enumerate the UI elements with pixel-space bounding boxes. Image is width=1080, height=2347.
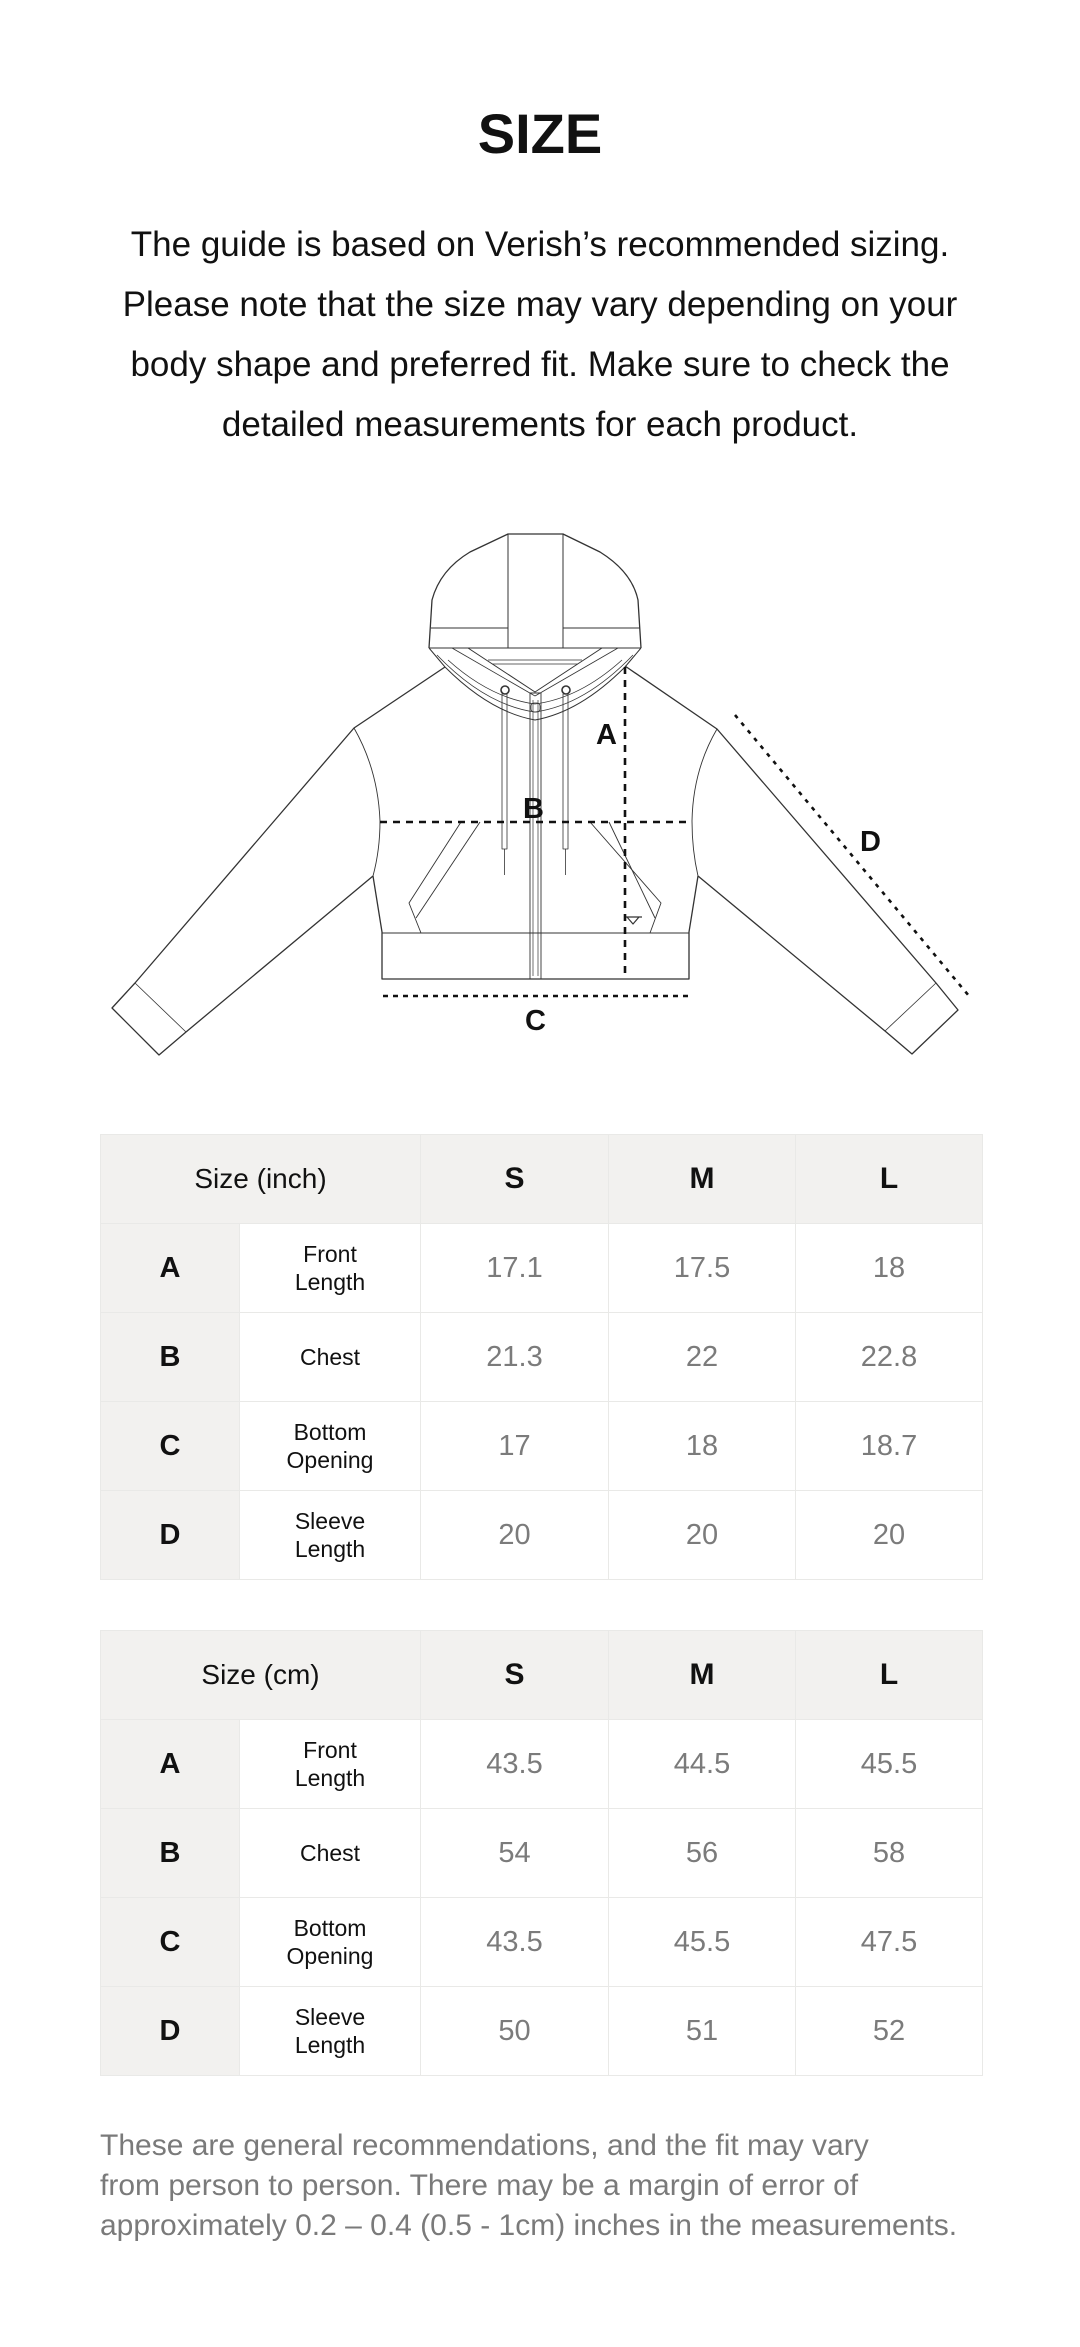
measure-line-d: [735, 715, 969, 996]
row-label: [240, 1224, 421, 1313]
value-cell: 18.7: [796, 1402, 983, 1491]
row-letter: A: [101, 1224, 240, 1313]
label-d: D: [860, 826, 881, 858]
label-line: Sleeve: [294, 1508, 366, 1534]
label-line: Length: [294, 1765, 366, 1791]
zipper: [530, 693, 541, 979]
row-letter: B: [101, 1809, 240, 1898]
value-cell: 17.5: [609, 1224, 796, 1313]
value-cell: 45.5: [796, 1720, 983, 1809]
intro-line: Please note that the size may vary depending on your: [122, 285, 958, 324]
label-line: Chest: [299, 1840, 361, 1866]
size-header-s: S: [421, 1631, 609, 1720]
table-row: [101, 1898, 983, 1987]
intro-line: The guide is based on Verish’s recommended sizing.: [130, 225, 950, 264]
size-header-l: L: [796, 1135, 983, 1224]
row-label: [240, 1491, 421, 1580]
logo-mark: [625, 917, 642, 924]
row-label: [240, 1720, 421, 1809]
value-cell: 20: [421, 1491, 609, 1580]
value-cell: 20: [796, 1491, 983, 1580]
value-cell: 17: [421, 1402, 609, 1491]
size-table-inch: [100, 1134, 983, 1580]
label-line: Sleeve: [294, 2004, 366, 2030]
footnote-line: from person to person. There may be a margin of error of: [100, 2169, 859, 2202]
row-letter: D: [101, 1491, 240, 1580]
row-letter: C: [101, 1898, 240, 1987]
label-line: Bottom: [293, 1915, 367, 1941]
value-cell: 45.5: [609, 1898, 796, 1987]
label-line: Front: [303, 1737, 357, 1763]
unit-header: Size (cm): [101, 1631, 421, 1720]
size-header-m: M: [609, 1135, 796, 1224]
row-letter: D: [101, 1987, 240, 2076]
value-cell: 56: [609, 1809, 796, 1898]
intro-text: [90, 215, 990, 455]
size-header-m: M: [609, 1631, 796, 1720]
label-c: C: [525, 1005, 546, 1037]
table-row: [101, 1313, 983, 1402]
row-label: [240, 1313, 421, 1402]
table-row: [101, 1720, 983, 1809]
table-row: [101, 1809, 983, 1898]
label-a: A: [596, 719, 617, 751]
footnote: [100, 2126, 1000, 2246]
label-line: Bottom: [293, 1419, 367, 1445]
label-line: Front: [303, 1241, 357, 1267]
table-header-row: [101, 1631, 983, 1720]
page-title: SIZE: [477, 102, 603, 165]
table-header-row: [101, 1135, 983, 1224]
size-header-l: L: [796, 1631, 983, 1720]
table-row: [101, 1987, 983, 2076]
intro-line: detailed measurements for each product.: [221, 405, 859, 444]
body-outline: [373, 876, 698, 979]
label-line: Opening: [286, 1943, 374, 1969]
size-table-cm: [100, 1630, 983, 2076]
value-cell: 58: [796, 1809, 983, 1898]
label-line: Length: [294, 1536, 366, 1562]
value-cell: 17.1: [421, 1224, 609, 1313]
unit-header: Size (inch): [101, 1135, 421, 1224]
value-cell: 43.5: [421, 1720, 609, 1809]
row-letter: C: [101, 1402, 240, 1491]
value-cell: 50: [421, 1987, 609, 2076]
row-letter: A: [101, 1720, 240, 1809]
size-header-s: S: [421, 1135, 609, 1224]
hood-outline: [429, 534, 641, 648]
label-line: Opening: [286, 1447, 374, 1473]
value-cell: 18: [609, 1402, 796, 1491]
footnote-line: approximately 0.2 – 0.4 (0.5 - 1cm) inches in the measurements.: [100, 2209, 958, 2242]
value-cell: 44.5: [609, 1720, 796, 1809]
value-cell: 47.5: [796, 1898, 983, 1987]
row-label: [240, 1987, 421, 2076]
row-label: [240, 1809, 421, 1898]
row-label: [240, 1898, 421, 1987]
value-cell: 22.8: [796, 1313, 983, 1402]
table-row: [101, 1402, 983, 1491]
label-b: B: [523, 793, 544, 825]
value-cell: 22: [609, 1313, 796, 1402]
table-row: [101, 1224, 983, 1313]
value-cell: 18: [796, 1224, 983, 1313]
intro-line: body shape and preferred fit. Make sure to check the: [130, 345, 950, 384]
label-line: Length: [294, 2032, 366, 2058]
value-cell: 21.3: [421, 1313, 609, 1402]
value-cell: 54: [421, 1809, 609, 1898]
label-line: Length: [294, 1269, 366, 1295]
value-cell: 51: [609, 1987, 796, 2076]
table-row: [101, 1491, 983, 1580]
value-cell: 20: [609, 1491, 796, 1580]
value-cell: 52: [796, 1987, 983, 2076]
row-label: [240, 1402, 421, 1491]
label-line: Chest: [299, 1344, 361, 1370]
value-cell: 43.5: [421, 1898, 609, 1987]
hoodie-measurement-diagram: [0, 500, 1080, 1060]
row-letter: B: [101, 1313, 240, 1402]
footnote-line: These are general recommendations, and the fit may vary: [100, 2129, 869, 2162]
